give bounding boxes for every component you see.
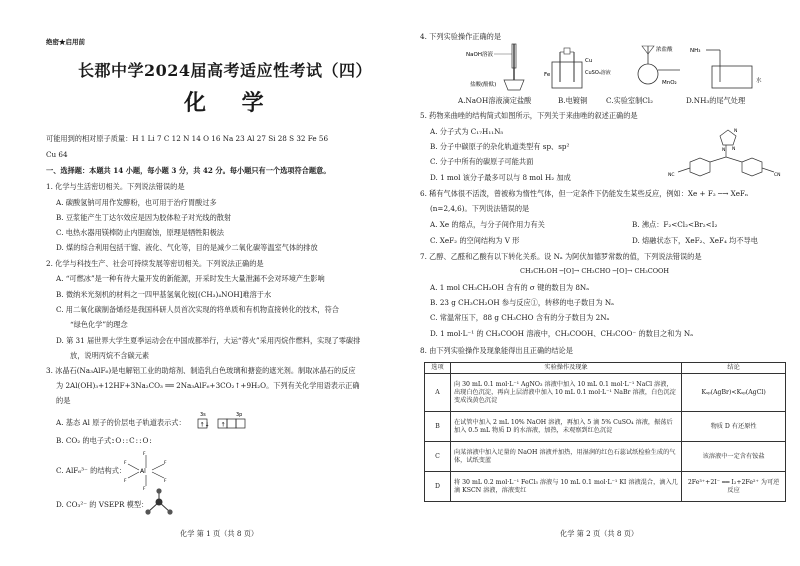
row-option: D (425, 472, 451, 502)
q1-option-c: C. 电热水器用镁棒防止内胆腐蚀，原理是牺牲阳极法 (56, 228, 224, 237)
q6-stem: 6. 稀有气体很不活泼，曾被称为惰性气体，但一定条件下仍能发生某些反应，例如：Xe + F₂ ─→ XeFₙ (420, 189, 749, 198)
svg-text:Al: Al (140, 468, 146, 475)
q3-option-a: A. 基态 Al 原子的价层电子轨道表示式： (56, 418, 186, 427)
co2-electron-formula: :O::C::O: (112, 436, 153, 445)
table-header-operation: 实验操作及现象 (450, 363, 681, 374)
vsepr-model (142, 488, 176, 518)
subject-title: 化 学 (184, 90, 278, 116)
svg-text:3s: 3s (200, 412, 206, 418)
q4-option-d: D.NH₃的尾气处理 (686, 96, 746, 105)
q2-option-d: D. 第 31 届世界大学生夏季运动会在中国成都举行，大运“蓉火”采用丙烷作燃料，实现了零碳排 (56, 336, 361, 345)
fig-label-nh3: NH₃ (690, 48, 701, 54)
chlorine-prep-apparatus (638, 45, 680, 86)
fig-label-mno2: MnO₂ (662, 80, 677, 86)
svg-text:CN: CN (774, 173, 781, 178)
q3-stem-end: 的是 (56, 396, 71, 405)
atomic-masses-cont: Cu 64 (46, 150, 68, 159)
q2-stem: 2. 化学与科技生产、社会可持续发展等密切相关。下列说法正确的是 (46, 259, 264, 268)
row-conclusion: 物质 D 有还原性 (682, 412, 786, 442)
svg-text:3p: 3p (236, 412, 243, 418)
fig-label-cuso4: CuSO₄溶液 (585, 70, 611, 76)
fig-label-naoh: NaOH溶液 (466, 52, 493, 58)
row-operation: 向 30 mL 0.1 mol·L⁻¹ AgNO₃ 溶液中加入 10 mL 0.1 mol·L⁻¹ NaCl 溶液，出现白色沉淀，再向上层清液中加入 10 mL 0.1 mol·L⁻¹ NaBr 溶液，白色沉淀变成浅黄色沉淀 (450, 374, 681, 412)
row-operation: 向某溶液中加入足量的 NaOH 溶液并加热，用湿润的红色石蕊试纸检验生成的气体，试纸变蓝 (450, 442, 681, 472)
q2-option-a: A. “可燃冰”是一种有待大量开发的新能源，开采时发生大量泄漏不会对环境产生影响 (56, 274, 325, 283)
q4-option-b: B.电镀铜 (558, 96, 588, 105)
q3-option-d: D. CO₃²⁻ 的 VSEPR 模型： (56, 500, 149, 509)
q1-option-d: D. 煤的综合利用包括干馏、液化、气化等，目的是减少二氧化碳等温室气体的排放 (56, 243, 318, 252)
row-conclusion: 该溶液中一定含有铵盐 (682, 442, 786, 472)
row-operation: 将 30 mL 0.2 mol·L⁻¹ FeCl₃ 溶液与 10 mL 0.1 mol·L⁻¹ KI 溶液混合，滴入几滴 KSCN 溶液，溶液变红 (450, 472, 681, 502)
q7-option-d: D. 1 mol·L⁻¹ 的 CH₃COOH 溶液中，CH₃COOH、CH₃COO⁻ 的数目之和为 Nₐ (430, 329, 693, 338)
q1-option-b: B. 豆浆能产生丁达尔效应是因为胶体粒子对光线的散射 (56, 213, 232, 222)
q1-stem: 1. 化学与生活密切相关。下列说法错误的是 (46, 182, 185, 191)
svg-text:↑↓: ↑↓ (199, 421, 210, 429)
svg-text:NC: NC (668, 173, 675, 178)
q4-stem: 4. 下列实验操作正确的是 (420, 32, 502, 41)
q4-option-a: A.NaOH溶液滴定盐酸 (458, 96, 532, 105)
svg-text:↑: ↑ (220, 421, 226, 429)
q6-option-d: D. 熔融状态下，XeF₂、XeF₄ 均不导电 (632, 236, 758, 245)
q5-option-c: C. 分子中所有的碳原子可能共面 (430, 157, 534, 166)
q4-option-c: C.实验室制Cl₂ (606, 96, 653, 105)
orbital-diagram (196, 410, 266, 430)
burette-apparatus (466, 44, 524, 90)
confidential-label: 绝密★启用前 (46, 38, 85, 46)
apparatus-figures (430, 42, 786, 94)
q7-option-a: A. 1 mol CH₃CH₂OH 含有的 σ 键的数目为 8Nₐ (430, 283, 589, 292)
q6-option-b: B. 沸点：F₂<Cl₂<Br₂<I₂ (632, 220, 718, 229)
q5-option-a: A. 分子式为 C₁₇H₁₁N₅ (430, 127, 504, 136)
q6-stem-cont: (n=2,4,6)。下列说法错误的是 (430, 204, 530, 213)
table-row (425, 374, 786, 412)
q8-stem: 8. 由下列实验操作及现象能得出且正确的结论是 (420, 346, 573, 355)
q7-option-c: C. 常温常压下，88 g CH₃CHO 含有的分子数目为 2Nₐ (430, 313, 610, 322)
svg-text:N: N (722, 148, 726, 153)
page-2 (410, 0, 800, 566)
row-conclusion: Kₛₚ(AgBr)<Kₛₚ(AgCl) (682, 374, 786, 412)
svg-text:N: N (734, 129, 738, 134)
row-operation: 在试管中加入 2 mL 10% NaOH 溶液，再加入 5 滴 5% CuSO₄ 溶液，振荡后加入 0.5 mL 物质 D 的水溶液，加热，未观察到红色沉淀 (450, 412, 681, 442)
table-row (425, 412, 786, 442)
q3-option-c: C. AlF₆³⁻ 的结构式： (56, 466, 127, 475)
q8-table (424, 362, 786, 502)
q2-option-c-cont: “绿色化学”的理念 (70, 320, 128, 329)
q5-option-b: B. 分子中碳原子的杂化轨道类型有 sp、sp² (430, 142, 570, 151)
row-option: A (425, 374, 451, 412)
fig-label-water: 水 (756, 78, 762, 84)
table-row (425, 472, 786, 502)
svg-text:F: F (164, 461, 167, 466)
table-header-option: 选项 (425, 363, 451, 374)
electroplating-apparatus (544, 48, 611, 88)
letrozole-structure (668, 124, 786, 188)
table-row (425, 442, 786, 472)
fig-label-fe: Fe (544, 72, 551, 78)
q3-option-b: B. CO₂ 的电子式： (56, 436, 119, 445)
page-2-footer: 化学 第 2 页（共 8 页） (560, 529, 639, 538)
table-header-row (425, 363, 786, 374)
svg-text:F: F (164, 479, 167, 484)
section-heading: 一、选择题：本题共 14 小题，每小题 3 分，共 42 分。每小题只有一个选项符合题意。 (46, 166, 331, 175)
svg-text:F: F (143, 487, 146, 490)
atomic-masses: 可能用到的相对原子质量：H 1 Li 7 C 12 N 14 O 16 Na 23 Al 27 Si 28 S 32 Fe 56 (46, 134, 329, 143)
q1-option-a: A. 碳酸氢钠可用作发酵粉，也可用于治疗胃酸过多 (56, 198, 217, 207)
svg-text:F: F (143, 452, 146, 457)
alf6-structure (124, 450, 168, 490)
svg-text:F: F (124, 479, 127, 484)
q7-scheme: CH₃CH₂OH ─[O]→ CH₃CHO ─[O]→ CH₃COOH (520, 267, 670, 275)
row-conclusion: 2Fe³⁺+2I⁻ ══ I₂+2Fe²⁺ 为可逆反应 (682, 472, 786, 502)
ammonia-absorption-apparatus (690, 48, 762, 88)
row-option: B (425, 412, 451, 442)
q5-stem: 5. 药物来曲唑的结构简式如图所示，下列关于来曲唑的叙述正确的是 (420, 111, 638, 120)
q7-stem: 7. 乙醇、乙醛和乙酸有以下转化关系。设 Nₐ 为阿伏加德罗常数的值，下列说法错误的是 (420, 252, 702, 261)
table-header-conclusion: 结论 (682, 363, 786, 374)
fig-label-conc-hcl: 浓盐酸 (656, 47, 673, 53)
q2-option-d-cont: 放，说明丙烷不含碳元素 (70, 351, 150, 360)
q5-option-d: D. 1 mol 该分子最多可以与 8 mol H₂ 加成 (430, 173, 571, 182)
svg-text:F: F (124, 461, 127, 466)
q2-option-b: B. 微纳米光刻机的材料之一四甲基氢氧化铵[(CH₃)₄NOH]难溶于水 (56, 290, 272, 299)
svg-text:N: N (732, 147, 736, 152)
fig-label-cu: Cu (585, 58, 593, 64)
q6-option-c: C. XeF₂ 的空间结构为 V 形 (430, 236, 520, 245)
q7-option-b: B. 23 g CH₃CH₂OH 参与反应①，转移的电子数目为 Nₐ (430, 298, 614, 307)
fig-label-hcl: 盐酸(酚酞) (470, 82, 497, 88)
q6-option-a: A. Xe 的熔点，与分子间作用力有关 (430, 220, 545, 229)
q3-stem-cont: 为 2Al(OH)₃+12HF+3Na₂CO₃ ══ 2Na₃AlF₆+3CO₂↑+9H₂O。下列有关化学用语表示正确 (56, 381, 360, 390)
q3-stem: 3. 冰晶石(Na₃AlF₆)是电解铝工业的助熔剂、制造乳白色玻璃和搪瓷的遮光剂。制取冰晶石的反应 (46, 366, 356, 375)
exam-title: 长郡中学2024届高考适应性考试（四） (78, 61, 373, 80)
q2-option-c: C. 用二氧化碳制备烯烃是我国科研人员首次实现的将单质和有机物直接转化的技术，符合 (56, 305, 339, 314)
page-1-footer: 化学 第 1 页（共 8 页） (180, 529, 259, 538)
row-option: C (425, 442, 451, 472)
